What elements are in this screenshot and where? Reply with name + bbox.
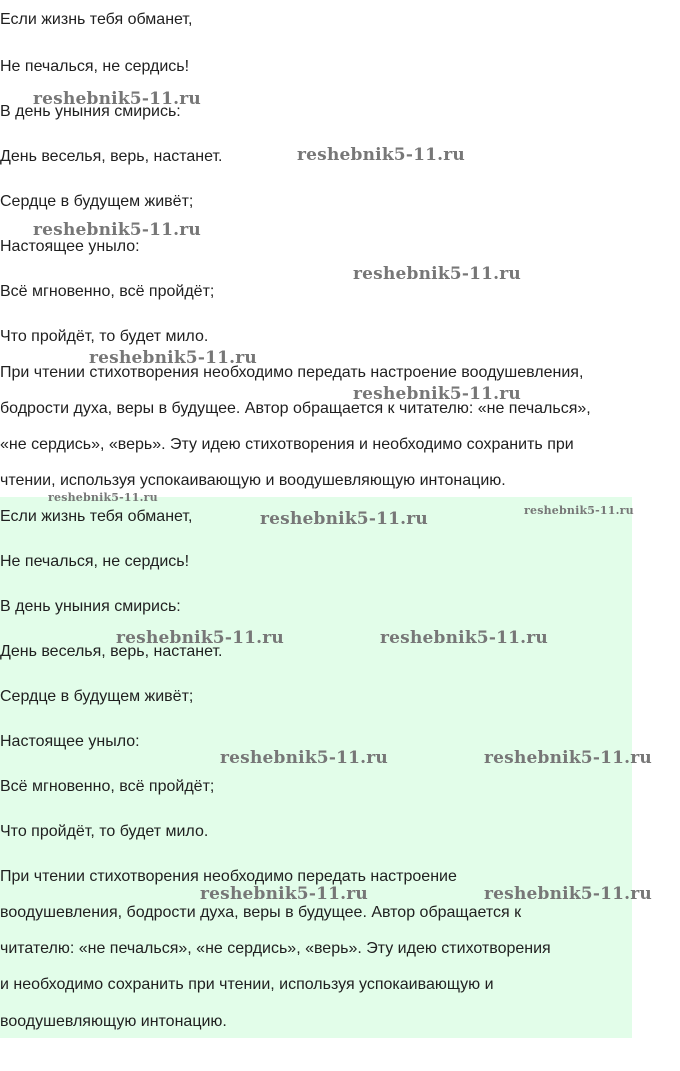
watermark: reshebnik5-11.ru bbox=[353, 264, 521, 284]
watermark: reshebnik5-11.ru bbox=[260, 509, 428, 529]
commentary-line: При чтении стихотворения необходимо передать настроение воодушевления, bbox=[0, 364, 584, 381]
watermark: reshebnik5-11.ru bbox=[200, 884, 368, 904]
commentary-line: воодушевляющую интонацию. bbox=[0, 1013, 227, 1030]
commentary-line: «не сердись», «верь». Эту идею стихотворения и необходимо сохранить при bbox=[0, 436, 574, 453]
watermark: reshebnik5-11.ru bbox=[33, 220, 201, 240]
poem-line: Сердце в будущем живёт; bbox=[0, 688, 194, 705]
watermark: reshebnik5-11.ru bbox=[116, 628, 284, 648]
poem-line: В день уныния смирись: bbox=[0, 103, 181, 120]
commentary-line: бодрости духа, веры в будущее. Автор обращается к читателю: «не печалься», bbox=[0, 400, 591, 417]
watermark: reshebnik5-11.ru bbox=[220, 748, 388, 768]
commentary-line: При чтении стихотворения необходимо передать настроение bbox=[0, 868, 457, 885]
poem-line: Если жизнь тебя обманет, bbox=[0, 508, 193, 525]
commentary-line: воодушевления, бодрости духа, веры в будущее. Автор обращается к bbox=[0, 904, 522, 921]
watermark: reshebnik5-11.ru bbox=[380, 628, 548, 648]
watermark: reshebnik5-11.ru bbox=[33, 89, 201, 109]
watermark: reshebnik5-11.ru bbox=[353, 384, 521, 404]
poem-line: Настоящее уныло: bbox=[0, 238, 140, 255]
commentary-line: читателю: «не печалься», «не сердись», «верь». Эту идею стихотворения bbox=[0, 940, 551, 957]
poem-line: Что пройдёт, то будет мило. bbox=[0, 328, 209, 345]
poem-line: Сердце в будущем живёт; bbox=[0, 193, 194, 210]
watermark: reshebnik5-11.ru bbox=[48, 491, 158, 504]
poem-line: Всё мгновенно, всё пройдёт; bbox=[0, 283, 215, 300]
poem-line: Что пройдёт, то будет мило. bbox=[0, 823, 209, 840]
poem-line: День веселья, верь, настанет. bbox=[0, 148, 223, 165]
poem-line: Не печалься, не сердись! bbox=[0, 553, 190, 570]
watermark: reshebnik5-11.ru bbox=[297, 145, 465, 165]
poem-line: Настоящее уныло: bbox=[0, 733, 140, 750]
watermark: reshebnik5-11.ru bbox=[484, 748, 652, 768]
poem-line: Всё мгновенно, всё пройдёт; bbox=[0, 778, 215, 795]
commentary-line: чтении, используя успокаивающую и воодушевляющую интонацию. bbox=[0, 472, 506, 489]
watermark: reshebnik5-11.ru bbox=[89, 348, 257, 368]
poem-line: Не печалься, не сердись! bbox=[0, 58, 190, 75]
poem-line: Если жизнь тебя обманет, bbox=[0, 11, 193, 28]
poem-line: День веселья, верь, настанет. bbox=[0, 643, 223, 660]
commentary-line: и необходимо сохранить при чтении, используя успокаивающую и bbox=[0, 976, 494, 993]
watermark: reshebnik5-11.ru bbox=[524, 504, 634, 517]
poem-line: В день уныния смирись: bbox=[0, 598, 181, 615]
watermark: reshebnik5-11.ru bbox=[484, 884, 652, 904]
